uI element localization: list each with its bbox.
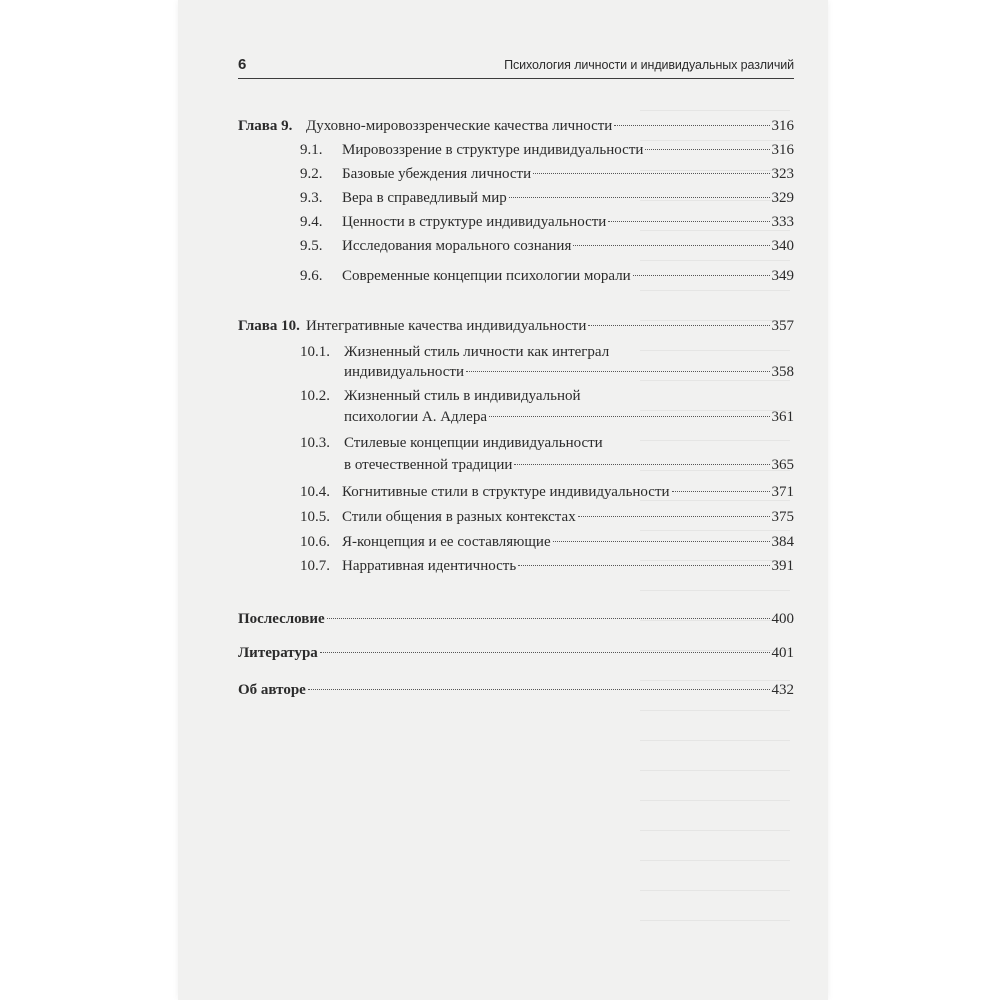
section-title: Базовые убеждения личности — [342, 166, 532, 182]
page-ref: 391 — [771, 558, 794, 574]
section-title: Нарративная идентичность — [342, 558, 517, 574]
leader-dots — [633, 275, 770, 276]
section-number: 10.6. — [300, 534, 330, 550]
leader-dots — [553, 541, 770, 542]
section-title: Стили общения в разных контекстах — [342, 509, 576, 525]
toc-section-10-1 — [344, 362, 794, 382]
section-number: 9.1. — [300, 142, 323, 158]
section-title: Когнитивные стили в структуре индивидуальности — [342, 484, 670, 500]
page-ref: 384 — [771, 534, 794, 550]
toc-section-10-2-title-line1: Жизненный стиль в индивидуальной — [344, 388, 581, 404]
chapter-number: Глава 9. — [238, 118, 293, 134]
page-number: 6 — [238, 56, 247, 73]
leader-dots — [588, 325, 769, 326]
toc-afterword — [238, 609, 794, 629]
toc-section-10-2-number: 10.2. — [300, 388, 330, 404]
page-ref: 357 — [771, 318, 794, 334]
leader-dots — [320, 652, 770, 653]
leader-dots — [578, 516, 770, 517]
toc-section-9-5 — [238, 236, 794, 256]
leader-dots — [573, 245, 769, 246]
section-number: 10.7. — [300, 558, 330, 574]
leader-dots — [533, 173, 769, 174]
toc-section-9-6 — [238, 266, 794, 286]
toc-section-10-6 — [238, 532, 794, 552]
table-of-contents — [238, 0, 794, 1000]
toc-section-10-1-title-line1: Жизненный стиль личности как интеграл — [344, 344, 610, 360]
toc-section-9-3 — [238, 188, 794, 208]
section-number: 9.3. — [300, 190, 323, 206]
page-ref: 329 — [771, 190, 794, 206]
running-title: Психология личности и индивидуальных различий — [504, 58, 794, 72]
section-number: 9.2. — [300, 166, 323, 182]
toc-section-10-3 — [344, 455, 794, 475]
section-title: Я-концепция и ее составляющие — [342, 534, 551, 550]
toc-section-9-4 — [238, 212, 794, 232]
back-matter-title: Об авторе — [238, 682, 306, 698]
page-ref: 371 — [771, 484, 794, 500]
toc-section-10-5 — [238, 507, 794, 527]
section-number: 9.5. — [300, 238, 323, 254]
page-ref: 323 — [771, 166, 794, 182]
toc-section-10-4 — [238, 482, 794, 502]
section-number: 9.4. — [300, 214, 323, 230]
leader-dots — [514, 464, 769, 465]
section-title: в отечественной традиции — [344, 457, 513, 473]
leader-dots — [645, 149, 769, 150]
page-ref: 349 — [771, 268, 794, 284]
leader-dots — [518, 565, 769, 566]
page-ref: 432 — [771, 682, 794, 698]
section-title: Вера в справедливый мир — [342, 190, 507, 206]
section-title: индивидуальности — [344, 364, 465, 380]
page-ref: 400 — [771, 611, 794, 627]
page-ref: 361 — [771, 409, 794, 425]
section-title: Современные концепции психологии морали — [342, 268, 631, 284]
chapter-number: Глава 10. — [238, 318, 300, 334]
leader-dots — [509, 197, 770, 198]
page-ref: 316 — [771, 118, 794, 134]
section-number: 10.5. — [300, 509, 330, 525]
toc-section-10-7 — [238, 556, 794, 576]
toc-about-author — [238, 680, 794, 700]
toc-literature — [238, 643, 794, 663]
chapter-title: Духовно-мировоззренческие качества личности — [306, 118, 613, 134]
section-title: Мировоззрение в структуре индивидуальности — [342, 142, 644, 158]
toc-section-10-3-title-line1: Стилевые концепции индивидуальности — [344, 435, 603, 451]
page-ref: 333 — [771, 214, 794, 230]
toc-section-9-1 — [238, 140, 794, 160]
chapter-title: Интегративные качества индивидуальности — [306, 318, 587, 334]
page-ref: 401 — [771, 645, 794, 661]
leader-dots — [327, 618, 770, 619]
leader-dots — [672, 491, 770, 492]
toc-section-9-2 — [238, 164, 794, 184]
section-title: Ценности в структуре индивидуальности — [342, 214, 607, 230]
page-ref: 365 — [771, 457, 794, 473]
toc-chapter-10 — [238, 316, 794, 336]
leader-dots — [308, 689, 770, 690]
section-title: Исследования морального сознания — [342, 238, 572, 254]
back-matter-title: Послесловие — [238, 611, 325, 627]
page-ref: 358 — [771, 364, 794, 380]
page-ref: 340 — [771, 238, 794, 254]
leader-dots — [466, 371, 769, 372]
page-ref: 316 — [771, 142, 794, 158]
section-number: 10.4. — [300, 484, 330, 500]
leader-dots — [608, 221, 769, 222]
section-number: 9.6. — [300, 268, 323, 284]
page-ref: 375 — [771, 509, 794, 525]
toc-section-10-2 — [344, 407, 794, 427]
toc-chapter-9 — [238, 116, 794, 136]
toc-section-10-1-number: 10.1. — [300, 344, 330, 360]
back-matter-title: Литература — [238, 645, 318, 661]
leader-dots — [489, 416, 770, 417]
leader-dots — [614, 125, 769, 126]
section-title: психологии А. Адлера — [344, 409, 487, 425]
toc-section-10-3-number: 10.3. — [300, 435, 330, 451]
